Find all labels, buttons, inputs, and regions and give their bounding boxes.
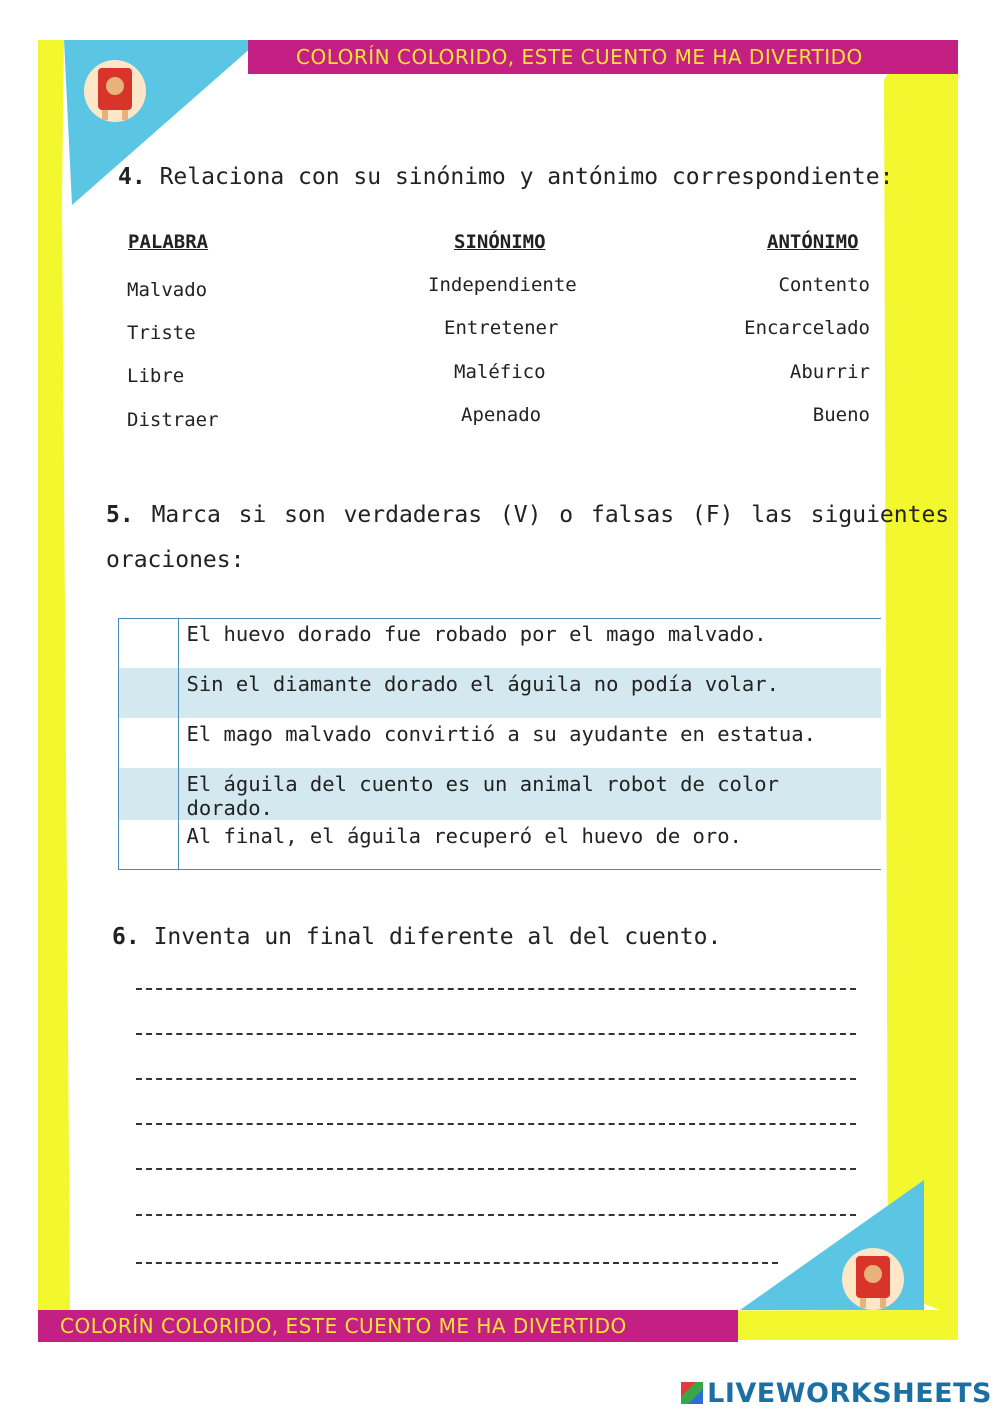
banner-top: COLORÍN COLORIDO, ESTE CUENTO ME HA DIVERTIDO: [248, 40, 958, 74]
sentence: Al final, el águila recuperó el huevo de oro.: [186, 824, 742, 848]
sinonimo-item[interactable]: Entretener: [444, 317, 559, 339]
answer-line[interactable]: [136, 1123, 856, 1125]
question-6: 6. Inventa un final diferente al del cuento.: [112, 924, 722, 950]
answer-line[interactable]: [136, 988, 856, 990]
antonimo-item[interactable]: Encarcelado: [744, 317, 870, 339]
antonimo-item[interactable]: Contento: [778, 274, 870, 296]
answer-line[interactable]: [136, 1168, 856, 1170]
header-sinonimo: SINÓNIMO: [454, 231, 546, 253]
book-mascot-icon: [842, 1248, 904, 1310]
sentence: El huevo dorado fue robado por el mago malvado.: [186, 622, 767, 646]
answer-line[interactable]: [136, 1214, 856, 1216]
liveworksheets-brand: LIVEWORKSHEETS: [681, 1378, 992, 1409]
answer-box[interactable]: [118, 718, 178, 768]
answer-box[interactable]: [118, 820, 178, 870]
table-row: [118, 820, 881, 870]
table-row: [118, 618, 881, 668]
answer-line[interactable]: [136, 1262, 778, 1264]
table-row: [118, 718, 881, 768]
table-row: [118, 668, 881, 718]
header-palabra: PALABRA: [128, 231, 209, 253]
sentence: El águila del cuento es un animal robot de color dorado.: [178, 768, 881, 820]
answer-box[interactable]: [118, 768, 178, 820]
answer-line[interactable]: [136, 1078, 856, 1080]
palabra-item[interactable]: Triste: [127, 322, 196, 344]
palabra-item[interactable]: Libre: [127, 365, 185, 387]
answer-box[interactable]: [118, 668, 178, 718]
question-4: 4. Relaciona con su sinónimo y antónimo correspondiente:: [118, 164, 894, 190]
liveworksheets-logo-icon: [681, 1382, 703, 1404]
header-antonimo: ANTÓNIMO: [767, 231, 859, 253]
banner-bottom: COLORÍN COLORIDO, ESTE CUENTO ME HA DIVERTIDO: [38, 1310, 738, 1342]
sentence: Sin el diamante dorado el águila no podía volar.: [178, 668, 881, 718]
table-row: [118, 768, 881, 820]
true-false-table: [118, 618, 881, 870]
answer-box[interactable]: [118, 618, 178, 668]
antonimo-item[interactable]: Aburrir: [789, 361, 870, 383]
book-mascot-icon: [84, 60, 146, 122]
palabra-item[interactable]: Malvado: [127, 279, 208, 301]
palabra-item[interactable]: Distraer: [127, 409, 219, 431]
sinonimo-item[interactable]: Maléfico: [454, 361, 546, 383]
question-5-continued: oraciones:: [106, 547, 245, 573]
answer-line[interactable]: [136, 1033, 856, 1035]
question-5: 5. Marca si son verdaderas (V) o falsas (F) las siguientes: [106, 502, 950, 528]
sentence: El mago malvado convirtió a su ayudante en estatua.: [186, 722, 816, 746]
sinonimo-item[interactable]: Apenado: [461, 404, 542, 426]
antonimo-item[interactable]: Bueno: [812, 404, 870, 426]
sinonimo-item[interactable]: Independiente: [428, 274, 577, 296]
